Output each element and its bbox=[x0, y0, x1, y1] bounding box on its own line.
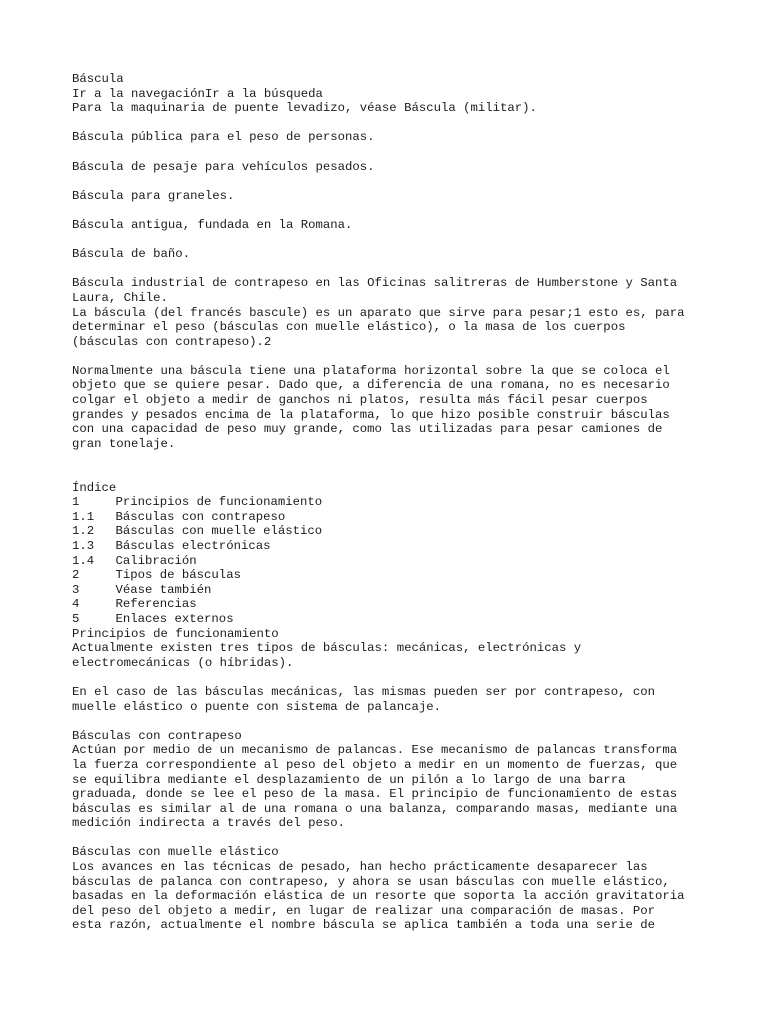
toc-label[interactable]: Básculas con muelle elástico bbox=[115, 524, 323, 539]
navigation-links[interactable]: Ir a la navegaciónIr a la búsqueda bbox=[72, 86, 323, 101]
toc-number: 1.3 bbox=[72, 539, 95, 553]
toc-item[interactable] bbox=[72, 510, 712, 525]
toc-item[interactable] bbox=[72, 524, 712, 539]
image-caption: Báscula para graneles. bbox=[72, 188, 235, 203]
toc-label[interactable]: Principios de funcionamiento bbox=[115, 495, 323, 510]
image-caption: Báscula de pesaje para vehículos pesados. bbox=[72, 159, 375, 174]
section-paragraph: Actualmente existen tres tipos de básculas: mecánicas, electrónicas y electromecánicas (o híbridas). bbox=[72, 641, 582, 670]
toc-number: 1.2 bbox=[72, 524, 95, 539]
toc-label[interactable]: Calibración bbox=[115, 553, 197, 568]
toc-item[interactable] bbox=[72, 597, 712, 612]
intro-paragraph: La báscula (del francés bascule) es un aparato que sirve para pesar;1 esto es, para determinar el peso (básculas con muelle elástico), o la masa de los cuerpos (básculas con contrapeso).2 bbox=[72, 305, 685, 349]
toc-label[interactable]: Referencias bbox=[115, 597, 197, 612]
toc-label[interactable]: Enlaces externos bbox=[115, 611, 234, 626]
image-caption-industrial: Báscula industrial de contrapeso en las Oficinas salitreras de Humberstone y Santa Laura, Chile. bbox=[72, 276, 678, 305]
section-heading: Básculas con muelle elástico bbox=[72, 845, 279, 860]
toc-title: Índice bbox=[72, 480, 117, 495]
toc-number: 3 bbox=[72, 582, 80, 597]
section-paragraph: Actúan por medio de un mecanismo de palancas. Ese mecanismo de palancas transforma la fuerza correspondiente al peso del objeto a medir en un momento de fuerzas, que se equilibra mediante el desplazamiento de un pilón a lo largo de una barra graduada, donde se lee el peso de la masa. El principio de funcionamiento de estas básculas es similar al de una romana o una balanza, comparando masas, mediante una medición indirecta a través del peso. bbox=[72, 743, 678, 831]
toc-number: 2 bbox=[72, 568, 80, 583]
section-heading: Básculas con contrapeso bbox=[72, 728, 242, 743]
toc-label[interactable]: Véase también bbox=[115, 582, 212, 597]
toc-item[interactable] bbox=[72, 495, 712, 510]
toc-number: 1.1 bbox=[72, 509, 95, 524]
toc-number: 1 bbox=[72, 495, 80, 510]
toc-item[interactable] bbox=[72, 583, 712, 598]
toc-number: 4 bbox=[72, 597, 80, 612]
page-title: Báscula bbox=[72, 72, 124, 86]
toc-item[interactable] bbox=[72, 554, 712, 569]
toc-item[interactable] bbox=[72, 539, 712, 554]
image-caption: Báscula antigua, fundada en la Romana. bbox=[72, 217, 353, 232]
toc-item[interactable] bbox=[72, 612, 712, 627]
image-caption: Báscula de baño. bbox=[72, 247, 191, 262]
body-paragraph: Normalmente una báscula tiene una plataforma horizontal sobre la que se coloca el objeto que se quiere pesar. Dado que, a diferencia de una romana, no es necesario colgar el objeto a medir de ganchos ni platos, resulta más fácil pesar cuerpos grandes y pesados encima de la plataforma, lo que hizo posible construir básculas con una capacidad de peso muy grande, como las utilizadas para pesar camiones de gran tonelaje. bbox=[72, 363, 670, 451]
toc-label[interactable]: Tipos de básculas bbox=[115, 568, 241, 583]
toc-number: 1.4 bbox=[72, 553, 95, 568]
disambiguation-note: Para la maquinaria de puente levadizo, véase Báscula (militar). bbox=[72, 101, 537, 116]
section-heading: Principios de funcionamiento bbox=[72, 626, 279, 641]
section-paragraph: Los avances en las técnicas de pesado, han hecho prácticamente desaparecer las básculas de palanca con contrapeso, y ahora se usan básculas con muelle elástico, basadas en la deformación elástica de un resorte que soporta la acción gravitatoria del peso del objeto a medir, en lugar de realizar una comparación de masas. Por esta razón, actualmente el nombre báscula se aplica también a toda una serie de bbox=[72, 860, 685, 933]
toc-label[interactable]: Básculas electrónicas bbox=[115, 539, 271, 553]
section-paragraph: En el caso de las básculas mecánicas, las mismas pueden ser por contrapeso, con muelle elástico o puente con sistema de palancaje. bbox=[72, 684, 655, 714]
image-caption: Báscula pública para el peso de personas. bbox=[72, 130, 375, 145]
table-of-contents bbox=[72, 495, 712, 626]
toc-number: 5 bbox=[72, 611, 80, 626]
toc-label[interactable]: Básculas con contrapeso bbox=[115, 509, 286, 524]
toc-item[interactable] bbox=[72, 568, 712, 583]
document-page bbox=[72, 72, 712, 933]
